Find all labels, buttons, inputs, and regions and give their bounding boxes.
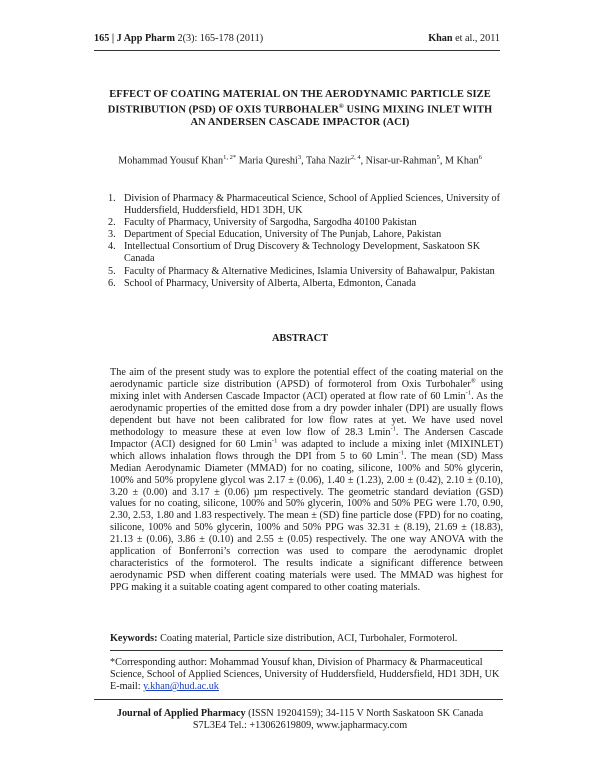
abstract-heading: ABSTRACT [271,333,329,344]
header-citation [94,33,263,44]
paper-title [94,89,506,129]
footer-divider [94,699,503,700]
issue-info: 2(3): 165-178 (2011) [177,33,264,44]
author-list [94,154,506,166]
journal-abbreviation: J App Pharm [116,33,175,44]
affiliation-text: Division of Pharmacy & Pharmaceutical Science, School of Applied Sciences, University of Huddersfield, Huddersfield, HD1 3DH, UK [124,193,500,217]
footer-address: (ISSN 19204159); 34-115 V North Saskatoon SK Canada [245,708,484,719]
registered-mark: ® [470,377,476,385]
unit-exponent: -1 [390,425,396,433]
affiliation-number: 6. [108,277,116,289]
abstract-body [110,367,503,594]
email-link[interactable]: y.khan@hud.ac.uk [143,681,219,693]
abstract-text: was adapted to include a mixing inlet (MIXINLET) which allows inhalation flows through the DPI from 5 to 60 Lmin [110,438,504,462]
affiliation-number: 5. [108,265,116,277]
affiliation-text: School of Pharmacy, University of Alberta, Alberta, Edmonton, Canada [124,277,416,289]
author-affil: 3 [297,154,302,161]
header-author-tail: et al., 2011 [455,33,500,44]
header-separator: | [111,33,115,44]
affiliation-item [108,229,500,241]
affiliation-number: 3. [108,229,116,241]
author-affil: 5 [436,154,440,161]
page-number: 165 [94,33,110,44]
abstract-text: . As the aerodynamic properties of the emitted dose from a dry powder inhaler (DPI) are usually flows dependent but have not been calibrated for low flow rates at yet. We have used novel methodology to measure these at even low flow of 28.3 Lmin [110,390,503,438]
author-name: , M Khan [439,155,479,167]
abstract-text: The aim of the present study was to explore the potential effect of the coating material on the aerodynamic particle size distribution (APSD) of formoterol from Oxis Turbohaler [110,367,503,390]
header-author-name: Khan [428,33,453,44]
author-name: Maria Qureshi [238,155,298,167]
title-line-2-tail: USING MIXING INLET WITH [343,104,493,116]
author-affil: 6 [478,154,482,161]
affiliation-item [108,266,500,278]
footer-journal: Journal of Applied Pharmacy [116,708,246,719]
affiliation-number: 4. [108,241,116,253]
affiliation-text: Intellectual Consortium of Drug Discovery & Technology Development, Saskatoon SK Canada [124,241,481,265]
affiliation-text: Department of Special Education, University of The Punjab, Lahore, Pakistan [124,229,442,241]
keywords-divider [110,650,503,651]
keywords-text: Coating material, Particle size distribution, ACI, Turbohaler, Formoterol. [157,633,458,644]
title-line-1: EFFECT OF COATING MATERIAL ON THE AERODYNAMIC PARTICLE SIZE [109,89,491,100]
unit-exponent: -1 [271,437,278,445]
header-author [428,33,500,44]
affiliation-item [108,278,500,290]
header-divider [94,50,500,51]
affiliation-number: 2. [108,217,116,229]
keywords-label: Keywords: [110,633,158,644]
keywords [110,633,505,644]
affiliation-item [108,217,500,229]
affiliation-text: Faculty of Pharmacy & Alternative Medicines, Islamia University of Bahawalpur, Pakistan [124,265,495,277]
author-name: Mohammad Yousuf Khan [118,155,224,167]
abstract-text: using mixing inlet with Andersen Cascade Impactor (ACI) operated at flow rate of 60 Lmin [110,378,503,402]
affiliation-number: 1. [108,193,116,204]
affiliation-list [108,193,500,290]
affiliation-item [108,241,500,265]
author-name: , Nisar-ur-Rahman [360,155,437,167]
registered-mark: ® [338,103,344,110]
affiliation-item [108,193,500,217]
abstract-text: . The mean (SD) Mass Median Aerodynamic Diameter (MMAD) for no coating, silicone, 100% and 50% glycerin, 100% and 50% propylene glycol was 2.17 ± (0.06), 1.40 ± (1.23), 2.00 ± (0.42), 2.10 ± (0.10), 3.20 ± (0.00) and 3.17 ± (0.06) µm respectively. The geometric standard deviation (GSD) values for no coating, silicone, 100% and 50% glycerin, 100% and 50% PEG were 1.70, 0.90, 2.30, 2.53, 1.80 and 1.83 respectively. The mean ± (SD) fine particle dose (FPD) for no coating, silicone, 100% and 50% glycerin, 100% and 50% PPG was 32.31 ± (8.19), 21.69 ± (18.83), 21.13 ± (0.06), 3.86 ± (0.10) and 2.55 ± (0.05) respectively. The one way ANOVA with the application of Bonferroni’s correction was used to compare the aerodynamic droplet characteristics of the formoterol. The results indicate a significant difference between aerodynamic PSD when different coating materials were used. The MMAD was highest for PPG making it a suitable coating agent compared to other coating materials. [110,450,503,594]
footer-line-2: S7L3E4 Tel.: +13062619809, www.japharmacy.com [192,720,408,732]
unit-exponent: -1 [398,449,404,457]
footer-line-1 [94,708,506,720]
author-name: , Taha Nazir [301,155,351,167]
author-affil: 2, 4 [350,154,361,161]
corresponding-author [110,657,503,693]
title-line-2 [94,101,506,117]
running-header [94,33,500,49]
corresponding-text: *Corresponding author: Mohammad Yousuf khan, Division of Pharmacy & Pharmaceutical Science, School of Applied Sciences, University of Huddersfield, Huddersfield, HD1 3DH, UK E-mail: [110,657,500,693]
title-line-3: AN ANDERSEN CASCADE IMPACTOR (ACI) [190,116,410,128]
page-footer [94,708,506,732]
unit-exponent: -1 [465,389,472,397]
abstract-text: . The Andersen Cascade Impactor (ACI) designed for 60 Lmin [110,426,504,450]
title-line-2-text: DISTRIBUTION (PSD) OF OXIS TURBOHALER [107,104,339,116]
author-affil: 1, 2* [223,154,237,161]
affiliation-text: Faculty of Pharmacy, University of Sargodha, Sargodha 40100 Pakistan [124,217,417,229]
